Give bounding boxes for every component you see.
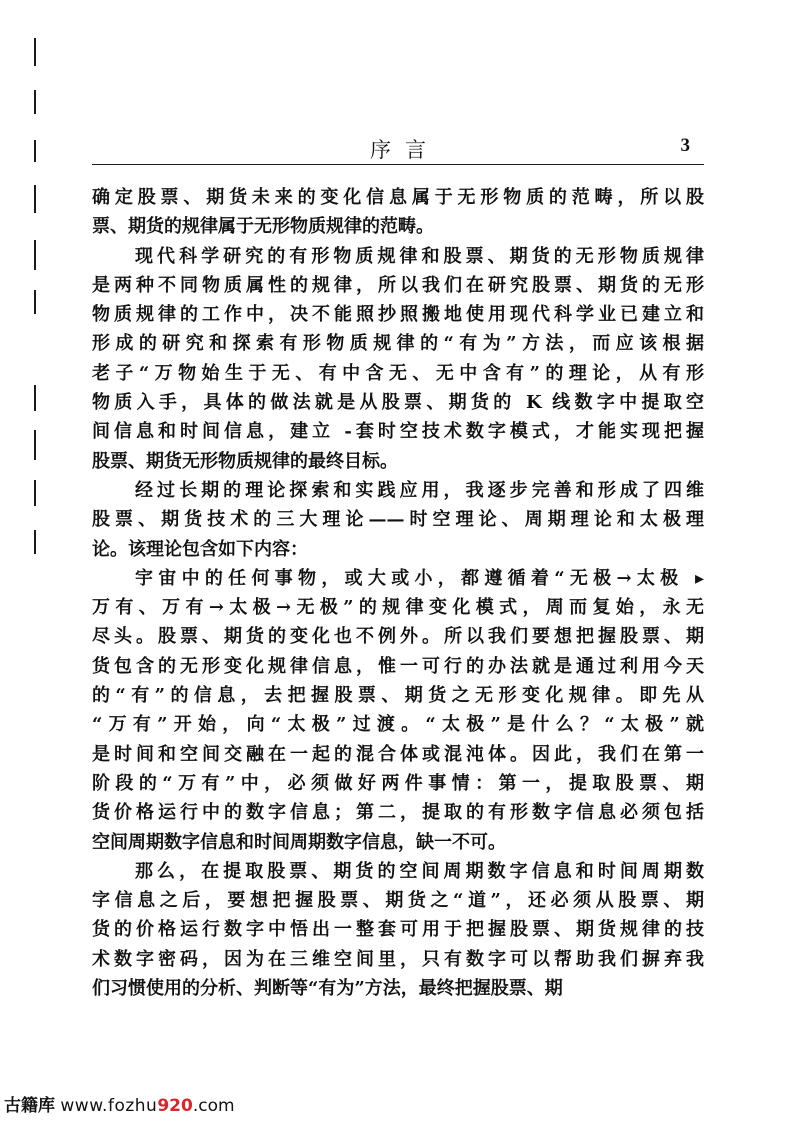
text-line: 的“有”的信息，去把握股票、期货之无形变化规律。即先从: [92, 685, 704, 707]
text-line: 是两种不同物质属性的规律，所以我们在研究股票、期货的无形: [92, 274, 704, 296]
text-line: 货价格运行中的数字信息；第二，提取的有形数字信息必须包括: [92, 802, 704, 824]
scan-edge-mark: [34, 240, 36, 270]
scan-edge-mark: [34, 430, 36, 460]
text-line: 间信息和时间信息，建立 -套时空技术数字模式，才能实现把握: [92, 421, 704, 443]
text-line: 股票、期货技术的三大理论——时空理论、周期理论和太极理: [92, 509, 704, 531]
paragraph: [92, 242, 704, 476]
running-header: [92, 134, 704, 162]
text-line: 们习惯使用的分析、判断等“有为”方法，最终把握股票、期: [92, 978, 563, 1000]
text-line: 物质规律的工作中，决不能照抄照搬地使用现代科学业已建立和: [92, 304, 704, 326]
text-line: 货包含的无形变化规律信息，惟一可行的办法就是通过利用今天: [92, 655, 704, 677]
scan-edge-mark: [34, 140, 36, 162]
scan-edge-mark: [34, 38, 36, 66]
scan-edge-mark: [34, 480, 36, 506]
text-line: 那么，在提取股票、期货的空间周期数字信息和时间周期数: [135, 860, 704, 882]
text-line: 股票、期货无形物质规律的最终目标。: [92, 450, 398, 472]
text-line: 是时间和空间交融在一起的混合体或混沌体。因此，我们在第一: [92, 743, 704, 765]
text-line: 万有、万有→太极→无极”的规律变化模式，周而复始，永无: [92, 597, 704, 619]
text-line: 确定股票、期货未来的变化信息属于无形物质的范畴，所以股: [92, 187, 704, 208]
scan-edge-mark: [34, 385, 36, 411]
text-line: “万有”开始，向“太极”过渡。“太极”是什么？“太极”就: [92, 714, 704, 736]
text-line: 论。该理论包含如下内容：: [92, 538, 308, 560]
text-line: 阶段的“万有”中，必须做好两件事情：第一，提取股票、期: [92, 772, 704, 794]
text-line: 现代科学研究的有形物质规律和股票、期货的无形物质规律: [135, 245, 704, 267]
paragraph: [92, 857, 704, 1003]
site-url-suffix: .com: [192, 1096, 235, 1116]
text-line: 经过长期的理论探索和实践应用，我逐步完善和形成了四维: [135, 479, 704, 501]
scan-edge-mark: [34, 290, 36, 314]
text-line: 术数字密码，因为在三维空间里，只有数字可以帮助我们摒弃我: [92, 948, 704, 970]
paragraph: [92, 476, 704, 564]
site-url-prefix: www.fozhu: [60, 1096, 158, 1116]
scan-edge-mark: [34, 530, 36, 554]
text-line: 老子“万物始生于无、有中含无、无中含有”的理论，从有形: [92, 362, 704, 384]
text-line: 票、期货的规律属于无形物质规律的范畴。: [92, 216, 434, 238]
text-line: 空间周期数字信息和时间周期数字信息，缺一不可。: [92, 831, 506, 853]
site-url-number: 920: [157, 1096, 193, 1116]
scan-edge-mark: [34, 90, 36, 114]
header-divider: [92, 164, 704, 165]
text-line: 尽头。股票、期货的变化也不例外。所以我们要想把握股票、期: [92, 626, 704, 648]
site-watermark: [4, 1091, 235, 1116]
text-line: 物质入手，具体的做法就是从股票、期货的 K 线数字中提取空: [92, 392, 704, 414]
scan-edge-mark: [34, 185, 36, 213]
page-number: 3: [680, 135, 690, 156]
chapter-title: 序言: [370, 138, 440, 162]
text-line: 货的价格运行数字中悟出一整套可用于把握股票、期货规律的技: [92, 919, 704, 941]
body-text: [92, 183, 704, 1003]
text-line: 宇宙中的任何事物，或大或小，都遵循着“无极→太极 ▸: [135, 567, 704, 589]
paragraph: [92, 183, 704, 242]
text-line: 形成的研究和探索有形物质规律的“有为”方法，而应该根据: [92, 333, 704, 355]
text-line: 字信息之后，要想把握股票、期货之“道”，还必须从股票、期: [92, 890, 704, 912]
paragraph: [92, 564, 704, 857]
site-name: 古籍库: [4, 1096, 55, 1116]
